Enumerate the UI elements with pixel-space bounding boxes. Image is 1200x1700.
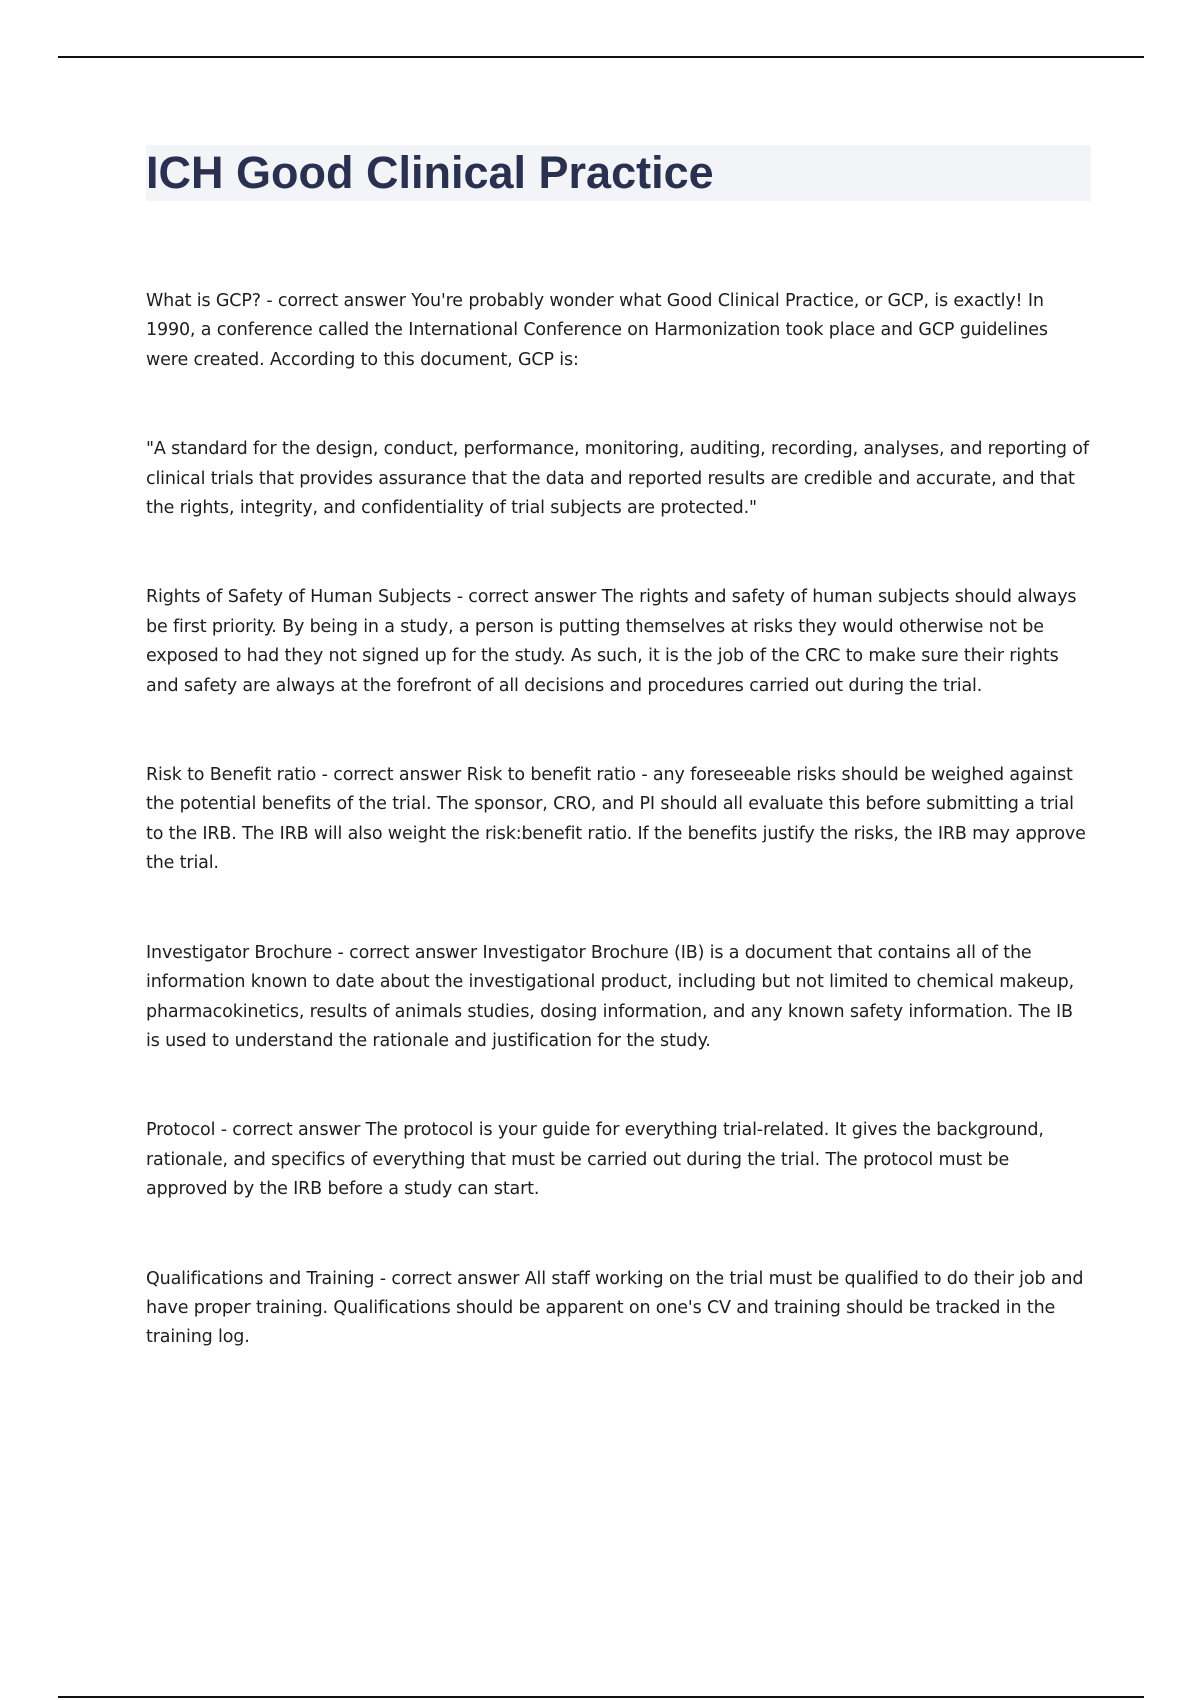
page-title: ICH Good Clinical Practice	[146, 147, 714, 198]
paragraph-what-is-gcp: What is GCP? - correct answer You're probably wonder what Good Clinical Practice, or GCP, is exactly! In 1990, a conference called the International Conference on Harmonization took place and GCP guidelines were created. According to this document, GCP is:	[146, 291, 1048, 370]
paragraph-gcp-definition-quote: "A standard for the design, conduct, performance, monitoring, auditing, recording, analyses, and reporting of clinical trials that provides assurance that the data and reported results are credible and accurate, and that the rights, integrity, and confidentiality of trial subjects are protected."	[146, 439, 1089, 519]
paragraph-risk-benefit: Risk to Benefit ratio - correct answer Risk to benefit ratio - any foreseeable risks should be weighed against the potential benefits of the trial. The sponsor, CRO, and PI should all evaluate this before submitting a trial to the IRB. The IRB will also weight the risk:benefit ratio. If the benefits justify the risks, the IRB may approve the trial.	[146, 765, 1086, 874]
title-band	[146, 145, 1091, 201]
paragraph-qualifications-training: Qualifications and Training - correct answer All staff working on the trial must be qualified to do their job and have proper training. Qualifications should be apparent on one's CV and training should be tracked in the training log.	[146, 1268, 1084, 1348]
bottom-rule	[58, 1696, 1144, 1698]
paragraph-rights-safety: Rights of Safety of Human Subjects - correct answer The rights and safety of human subjects should always be first priority. By being in a study, a person is putting themselves at risks they would otherwise not be exposed to had they not signed up for the study. As such, it is the job of the CRC to make sure their rights and safety are always at the forefront of all decisions and procedures carried out during the trial.	[146, 587, 1077, 696]
top-rule	[58, 56, 1144, 58]
paragraph-protocol: Protocol - correct answer The protocol is your guide for everything trial-related. It gives the background, rationale, and specifics of everything that must be carried out during the trial. The protocol must be approved by the IRB before a study can start.	[146, 1120, 1044, 1200]
document-body	[146, 145, 1091, 1353]
paragraph-investigator-brochure: Investigator Brochure - correct answer Investigator Brochure (IB) is a document that contains all of the information known to date about the investigational product, including but not limited to chemical makeup, pharmacokinetics, results of animals studies, dosing information, and any known safety information. The IB is used to understand the rationale and justification for the study.	[146, 942, 1075, 1051]
